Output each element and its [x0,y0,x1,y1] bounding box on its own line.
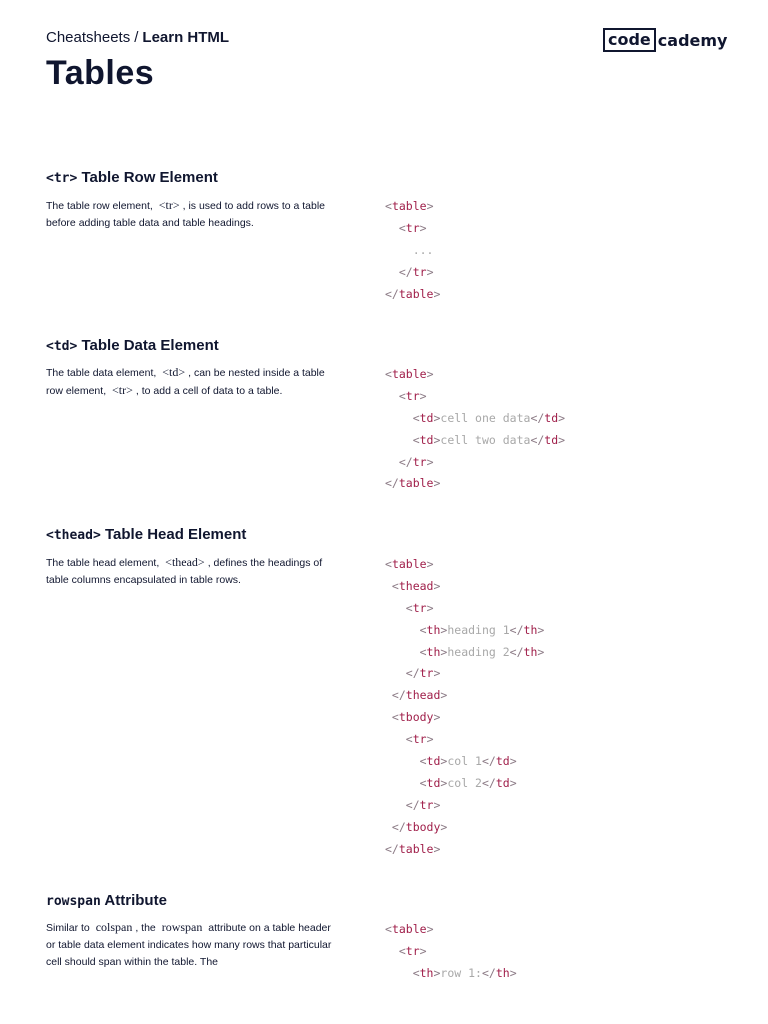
code-line [385,240,440,262]
code-example [385,919,517,985]
code-tag-name: tr [405,943,420,958]
code-punctuation: </ [385,841,399,856]
section-description [46,554,336,589]
code-punctuation: > [509,754,517,769]
code-line [385,919,517,941]
code-line [385,663,544,685]
code-tag-name: tbody [405,819,441,834]
code-punctuation: > [433,578,441,593]
code-punctuation: </ [385,286,399,301]
code-punctuation: < [385,388,406,403]
code-punctuation: </ [481,754,496,769]
codecademy-logo[interactable] [603,28,727,52]
code-line [385,218,440,240]
code-punctuation: > [440,775,448,790]
code-tag-name: table [398,286,434,301]
code-tag-name: table [391,367,427,381]
code-line [385,196,440,218]
code-line [385,642,544,664]
code-line [385,284,440,306]
code-line [385,941,517,963]
code-line [385,963,517,985]
code-tag-name: tr [405,388,420,403]
code-punctuation: > [433,476,441,491]
code-punctuation: > [426,600,434,615]
code-punctuation: > [426,922,434,936]
code-tag-name: table [391,199,427,213]
section-title [46,892,167,909]
code-tag-name: td [495,775,510,790]
code-line [385,430,565,452]
code-tag-name: td [495,754,510,769]
section-title-text: Attribute [104,892,167,909]
section-description [46,919,336,971]
description-text: attribute on a table header or table data element indicates how many rows that particular cell should span within the table. The [46,922,332,968]
code-tag-name: td [419,410,434,425]
section-title [46,169,218,186]
code-tag-name: tr [412,454,427,469]
section-title [46,526,246,543]
code-tag-name: th [523,622,538,637]
code-punctuation: < [385,732,413,747]
code-tag-name: td [544,410,559,425]
code-tag-name: th [419,965,434,980]
code-punctuation: < [385,199,392,213]
section-description [46,197,336,232]
code-punctuation: < [385,600,413,615]
code-tag-name: table [391,922,427,936]
code-punctuation: > [433,286,441,301]
section-title-tag: <thead> [46,528,101,543]
code-tag-name: th [495,965,510,980]
code-tag-name: table [398,476,434,491]
code-punctuation: < [385,367,392,381]
inline-code: <td> [162,365,186,379]
code-punctuation: </ [509,622,524,637]
code-text: heading 2 [447,644,510,659]
code-punctuation: < [385,644,427,659]
code-punctuation: > [433,797,441,812]
description-text: , can be nested inside a table row element, [46,367,325,397]
code-punctuation: > [426,732,434,747]
code-punctuation: > [433,710,441,725]
inline-code: <tr> [112,383,133,397]
code-tag-name: table [398,841,434,856]
breadcrumb [46,29,229,46]
code-text: ... [385,242,434,257]
logo-rest-text: cademy [657,30,728,50]
code-punctuation: < [385,922,392,936]
section-title [46,337,219,354]
code-punctuation: > [440,644,448,659]
code-tag-name: th [426,622,441,637]
description-text: The table row element, [46,200,156,212]
code-punctuation: > [440,819,448,834]
code-punctuation: > [433,965,441,980]
code-punctuation: > [509,965,517,980]
code-punctuation: > [426,454,434,469]
code-punctuation: > [419,943,427,958]
description-text: , the [135,922,159,934]
inline-code: <thead> [165,555,205,569]
description-text: The table data element, [46,367,160,379]
code-punctuation: > [440,754,448,769]
code-punctuation: > [426,367,434,381]
code-line [385,795,544,817]
code-text: col 1 [447,754,482,769]
code-line [385,620,544,642]
code-line [385,576,544,598]
section-title-text: Table Row Element [81,169,218,186]
code-punctuation: </ [385,476,399,491]
code-text: heading 1 [447,622,510,637]
breadcrumb-current-link[interactable]: Learn HTML [142,29,230,46]
code-punctuation: < [385,557,392,571]
code-line [385,452,565,474]
code-example [385,554,544,860]
code-line [385,817,544,839]
code-punctuation: < [385,410,420,425]
code-line [385,554,544,576]
code-punctuation: < [385,775,427,790]
logo-box-text: code [603,28,656,52]
code-punctuation: < [385,965,420,980]
code-tag-name: tr [412,732,427,747]
page-title: Tables [46,54,155,92]
code-tag-name: td [426,775,441,790]
code-line [385,773,544,795]
code-punctuation: < [385,622,427,637]
section-title-text: Table Data Element [81,337,219,354]
code-line [385,685,544,707]
code-line [385,473,565,495]
code-line [385,707,544,729]
description-text: , is used to add rows to a table before adding table data and table headings. [46,200,326,229]
code-punctuation: </ [481,965,496,980]
code-punctuation: > [509,775,517,790]
code-line [385,751,544,773]
code-line [385,364,565,386]
code-tag-name: tr [419,666,434,681]
code-tag-name: td [544,432,559,447]
code-tag-name: tr [419,797,434,812]
code-example [385,196,440,305]
code-tag-name: tr [412,264,427,279]
description-text: , to add a cell of data to a table. [135,385,283,397]
code-punctuation: > [433,410,441,425]
section-title-text: Table Head Element [104,526,247,543]
inline-code: rowspan [161,920,203,934]
code-tag-name: thead [398,578,434,593]
code-punctuation: < [385,578,399,593]
code-punctuation: </ [385,688,406,703]
code-tag-name: table [391,557,427,571]
code-punctuation: > [426,264,434,279]
code-example [385,364,565,495]
code-punctuation: > [433,432,441,447]
code-line [385,598,544,620]
code-punctuation: </ [481,775,496,790]
code-punctuation: < [385,220,406,235]
code-line [385,729,544,751]
code-punctuation: < [385,710,399,725]
breadcrumb-root-link[interactable]: Cheatsheets [46,29,131,46]
code-punctuation: </ [385,666,420,681]
code-tag-name: th [523,644,538,659]
code-punctuation: > [440,688,448,703]
code-punctuation: < [385,432,420,447]
breadcrumb-separator: / [134,29,139,46]
code-punctuation: > [419,388,427,403]
code-punctuation: > [419,220,427,235]
inline-code: <tr> [158,198,180,212]
section-description [46,364,336,400]
code-punctuation: > [558,410,566,425]
code-punctuation: </ [385,454,413,469]
code-punctuation: < [385,754,427,769]
description-text: Similar to [46,922,93,934]
code-punctuation: </ [530,432,545,447]
code-punctuation: > [433,841,441,856]
code-line [385,408,565,430]
code-tag-name: thead [405,688,441,703]
description-text: The table head element, [46,557,163,569]
code-punctuation: </ [509,644,524,659]
section-title-tag: rowspan [46,894,101,909]
code-line [385,839,544,861]
description-text: , defines the headings of table columns encapsulated in table rows. [46,557,323,586]
code-text: cell two data [440,432,531,447]
code-punctuation: > [426,557,434,571]
section-title-tag: <td> [46,339,78,354]
code-punctuation: > [440,622,448,637]
code-text: row 1: [440,965,482,980]
code-punctuation: </ [385,264,413,279]
code-text: col 2 [447,775,482,790]
code-punctuation: </ [530,410,545,425]
code-tag-name: tr [412,600,427,615]
code-line [385,262,440,284]
code-tag-name: tbody [398,710,434,725]
code-punctuation: > [537,622,545,637]
code-punctuation: > [433,666,441,681]
code-punctuation: < [385,943,406,958]
code-tag-name: td [419,432,434,447]
code-tag-name: td [426,754,441,769]
inline-code: colspan [95,920,133,934]
code-tag-name: th [426,644,441,659]
code-text: cell one data [440,410,531,425]
code-punctuation: </ [385,819,406,834]
code-punctuation: > [426,199,434,213]
code-punctuation: </ [385,797,420,812]
code-punctuation: > [537,644,545,659]
code-punctuation: > [558,432,566,447]
section-title-tag: <tr> [46,171,78,186]
code-tag-name: tr [405,220,420,235]
code-line [385,386,565,408]
